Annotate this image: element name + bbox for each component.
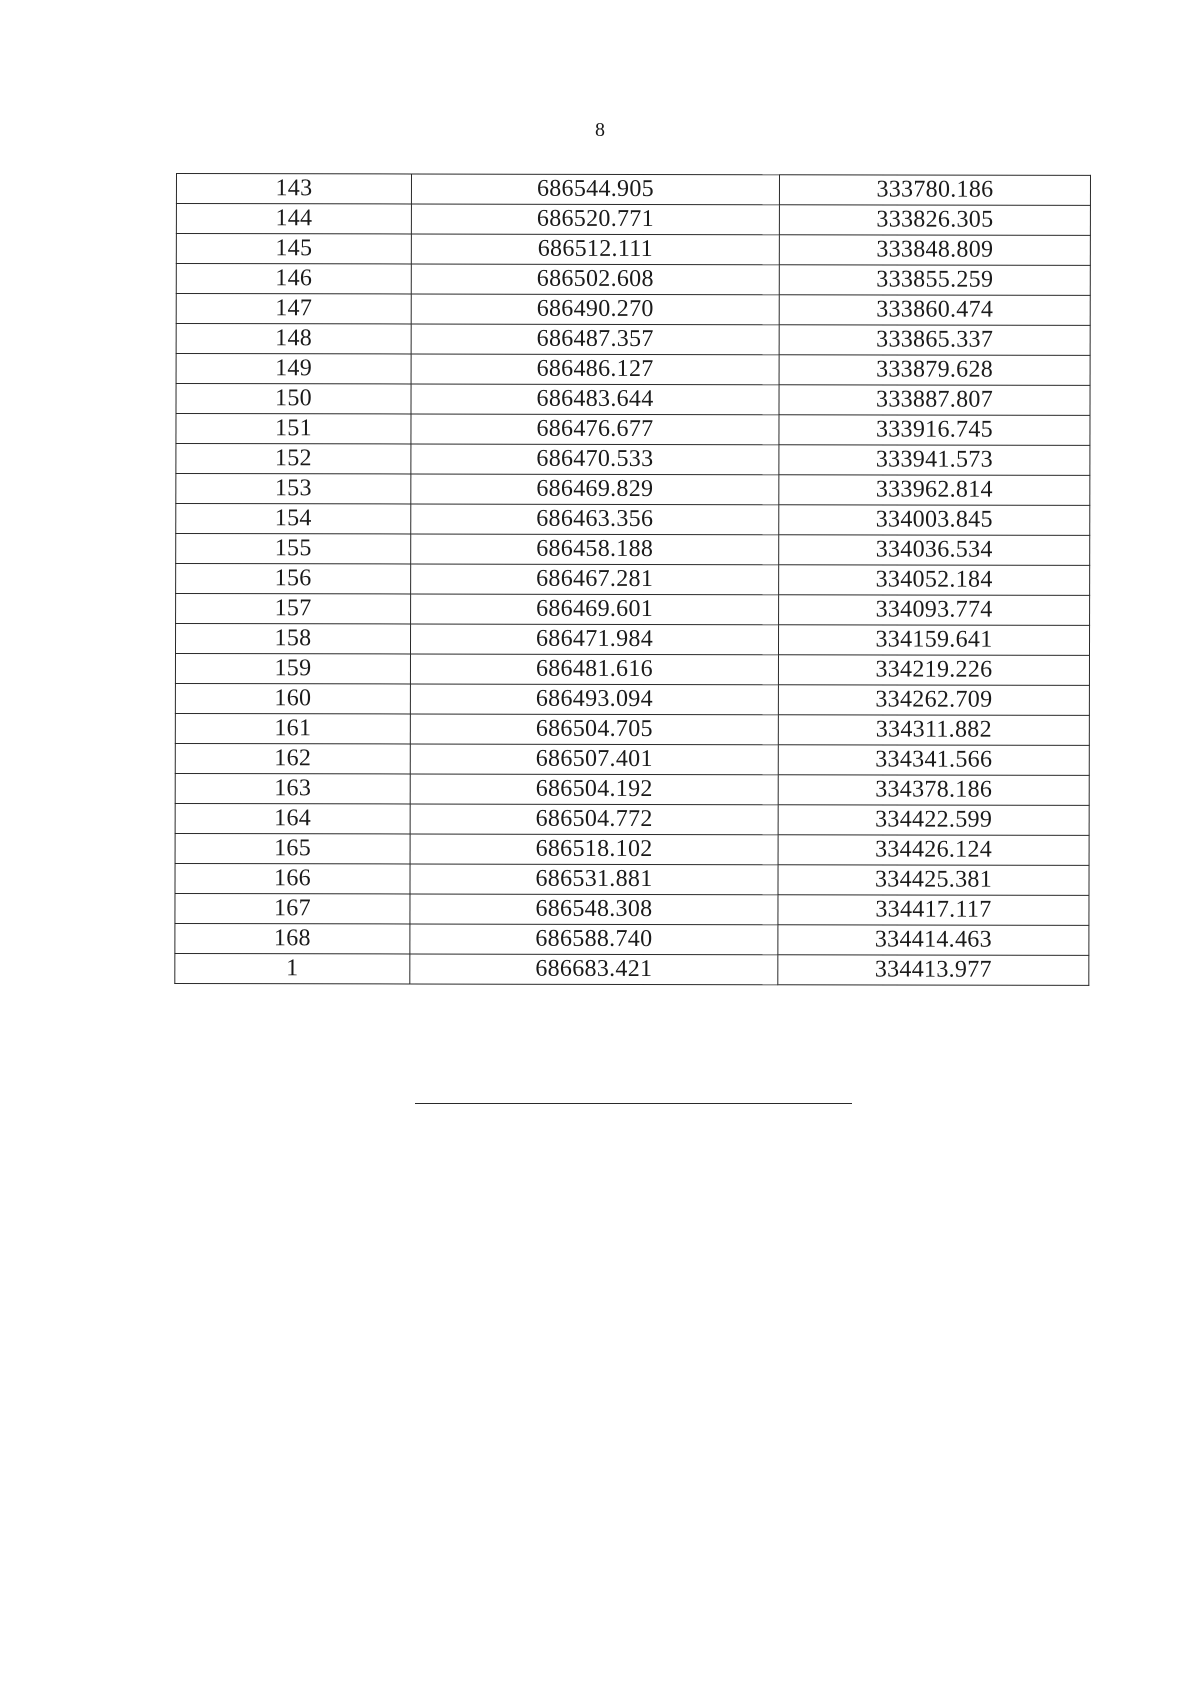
- point-number-cell: 1: [175, 953, 410, 983]
- y-coordinate-cell: 334422.599: [778, 805, 1089, 836]
- x-coordinate-cell: 686458.188: [411, 534, 779, 565]
- x-coordinate-cell: 686470.533: [411, 444, 779, 475]
- page-number: 8: [595, 119, 605, 141]
- point-number-cell: 157: [176, 594, 411, 624]
- y-coordinate-cell: 334341.566: [778, 745, 1089, 776]
- table-row: [176, 414, 1090, 446]
- y-coordinate-cell: 333826.305: [779, 205, 1090, 236]
- y-coordinate-cell: 334036.534: [779, 535, 1090, 566]
- table-row: [175, 713, 1089, 745]
- point-number-cell: 150: [176, 384, 411, 414]
- table-row: [175, 953, 1089, 985]
- y-coordinate-cell: 333887.807: [779, 385, 1090, 416]
- y-coordinate-cell: 334426.124: [778, 835, 1089, 866]
- table-row: [176, 534, 1090, 566]
- point-number-cell: 168: [175, 923, 410, 953]
- table-row: [175, 833, 1089, 865]
- point-number-cell: 156: [176, 564, 411, 594]
- y-coordinate-cell: 334378.186: [778, 775, 1089, 806]
- x-coordinate-cell: 686502.608: [411, 264, 779, 295]
- table-row: [176, 444, 1090, 476]
- table-row: [175, 654, 1089, 686]
- x-coordinate-cell: 686487.357: [411, 324, 779, 355]
- coordinates-table: [174, 173, 1091, 986]
- table-row: [176, 204, 1090, 236]
- x-coordinate-cell: 686483.644: [411, 384, 779, 415]
- y-coordinate-cell: 334311.882: [778, 715, 1089, 746]
- coordinates-table-body: [175, 174, 1091, 986]
- x-coordinate-cell: 686548.308: [410, 894, 778, 925]
- point-number-cell: 165: [175, 833, 410, 863]
- x-coordinate-cell: 686481.616: [410, 654, 778, 685]
- x-coordinate-cell: 686469.601: [411, 594, 779, 625]
- x-coordinate-cell: 686486.127: [411, 354, 779, 385]
- table-row: [176, 594, 1090, 626]
- table-row: [176, 384, 1090, 416]
- point-number-cell: 159: [175, 654, 410, 684]
- table-row: [175, 624, 1089, 656]
- table-row: [176, 474, 1090, 506]
- point-number-cell: 163: [175, 773, 410, 803]
- x-coordinate-cell: 686683.421: [410, 954, 778, 985]
- table-row: [175, 773, 1089, 805]
- x-coordinate-cell: 686493.094: [410, 684, 778, 715]
- y-coordinate-cell: 333865.337: [779, 325, 1090, 356]
- x-coordinate-cell: 686471.984: [410, 624, 778, 655]
- point-number-cell: 151: [176, 414, 411, 444]
- x-coordinate-cell: 686520.771: [411, 204, 779, 235]
- point-number-cell: 144: [176, 204, 411, 234]
- table-row: [176, 234, 1090, 266]
- table-row: [176, 264, 1090, 296]
- x-coordinate-cell: 686504.192: [410, 774, 778, 805]
- point-number-cell: 161: [175, 713, 410, 743]
- x-coordinate-cell: 686512.111: [411, 234, 779, 265]
- table-row: [176, 354, 1090, 386]
- point-number-cell: 164: [175, 803, 410, 833]
- table-row: [175, 923, 1089, 955]
- y-coordinate-cell: 334159.641: [778, 625, 1089, 656]
- y-coordinate-cell: 333879.628: [779, 355, 1090, 386]
- table-row: [176, 564, 1090, 596]
- y-coordinate-cell: 334413.977: [778, 955, 1089, 986]
- table-row: [175, 803, 1089, 835]
- point-number-cell: 153: [176, 474, 411, 504]
- x-coordinate-cell: 686504.705: [410, 714, 778, 745]
- y-coordinate-cell: 334425.381: [778, 865, 1089, 896]
- y-coordinate-cell: 334417.117: [778, 895, 1089, 926]
- x-coordinate-cell: 686476.677: [411, 414, 779, 445]
- y-coordinate-cell: 334052.184: [779, 565, 1090, 596]
- y-coordinate-cell: 333860.474: [779, 295, 1090, 326]
- point-number-cell: 166: [175, 863, 410, 893]
- y-coordinate-cell: 333855.259: [779, 265, 1090, 296]
- x-coordinate-cell: 686507.401: [410, 744, 778, 775]
- point-number-cell: 158: [175, 624, 410, 654]
- y-coordinate-cell: 334093.774: [779, 595, 1090, 626]
- table-row: [176, 294, 1090, 326]
- end-of-table-rule: [415, 1103, 852, 1104]
- y-coordinate-cell: 334003.845: [779, 505, 1090, 536]
- table-row: [175, 683, 1089, 715]
- point-number-cell: 167: [175, 893, 410, 923]
- y-coordinate-cell: 333780.186: [779, 175, 1090, 206]
- point-number-cell: 152: [176, 444, 411, 474]
- point-number-cell: 155: [176, 534, 411, 564]
- x-coordinate-cell: 686544.905: [411, 174, 779, 205]
- point-number-cell: 146: [176, 264, 411, 294]
- table-row: [175, 863, 1089, 895]
- x-coordinate-cell: 686469.829: [411, 474, 779, 505]
- table-row: [176, 504, 1090, 536]
- point-number-cell: 145: [176, 234, 411, 264]
- point-number-cell: 162: [175, 743, 410, 773]
- x-coordinate-cell: 686490.270: [411, 294, 779, 325]
- point-number-cell: 160: [175, 683, 410, 713]
- x-coordinate-cell: 686467.281: [411, 564, 779, 595]
- point-number-cell: 148: [176, 324, 411, 354]
- table-row: [175, 893, 1089, 925]
- table-row: [176, 324, 1090, 356]
- y-coordinate-cell: 334414.463: [778, 925, 1089, 956]
- y-coordinate-cell: 333941.573: [779, 445, 1090, 476]
- y-coordinate-cell: 333916.745: [779, 415, 1090, 446]
- table-row: [175, 743, 1089, 775]
- y-coordinate-cell: 334262.709: [778, 685, 1089, 716]
- x-coordinate-cell: 686463.356: [411, 504, 779, 535]
- x-coordinate-cell: 686588.740: [410, 924, 778, 955]
- y-coordinate-cell: 333848.809: [779, 235, 1090, 266]
- x-coordinate-cell: 686504.772: [410, 804, 778, 835]
- table-row: [176, 174, 1090, 206]
- point-number-cell: 147: [176, 294, 411, 324]
- point-number-cell: 143: [176, 174, 411, 204]
- y-coordinate-cell: 333962.814: [779, 475, 1090, 506]
- x-coordinate-cell: 686518.102: [410, 834, 778, 865]
- point-number-cell: 154: [176, 504, 411, 534]
- x-coordinate-cell: 686531.881: [410, 864, 778, 895]
- point-number-cell: 149: [176, 354, 411, 384]
- y-coordinate-cell: 334219.226: [778, 655, 1089, 686]
